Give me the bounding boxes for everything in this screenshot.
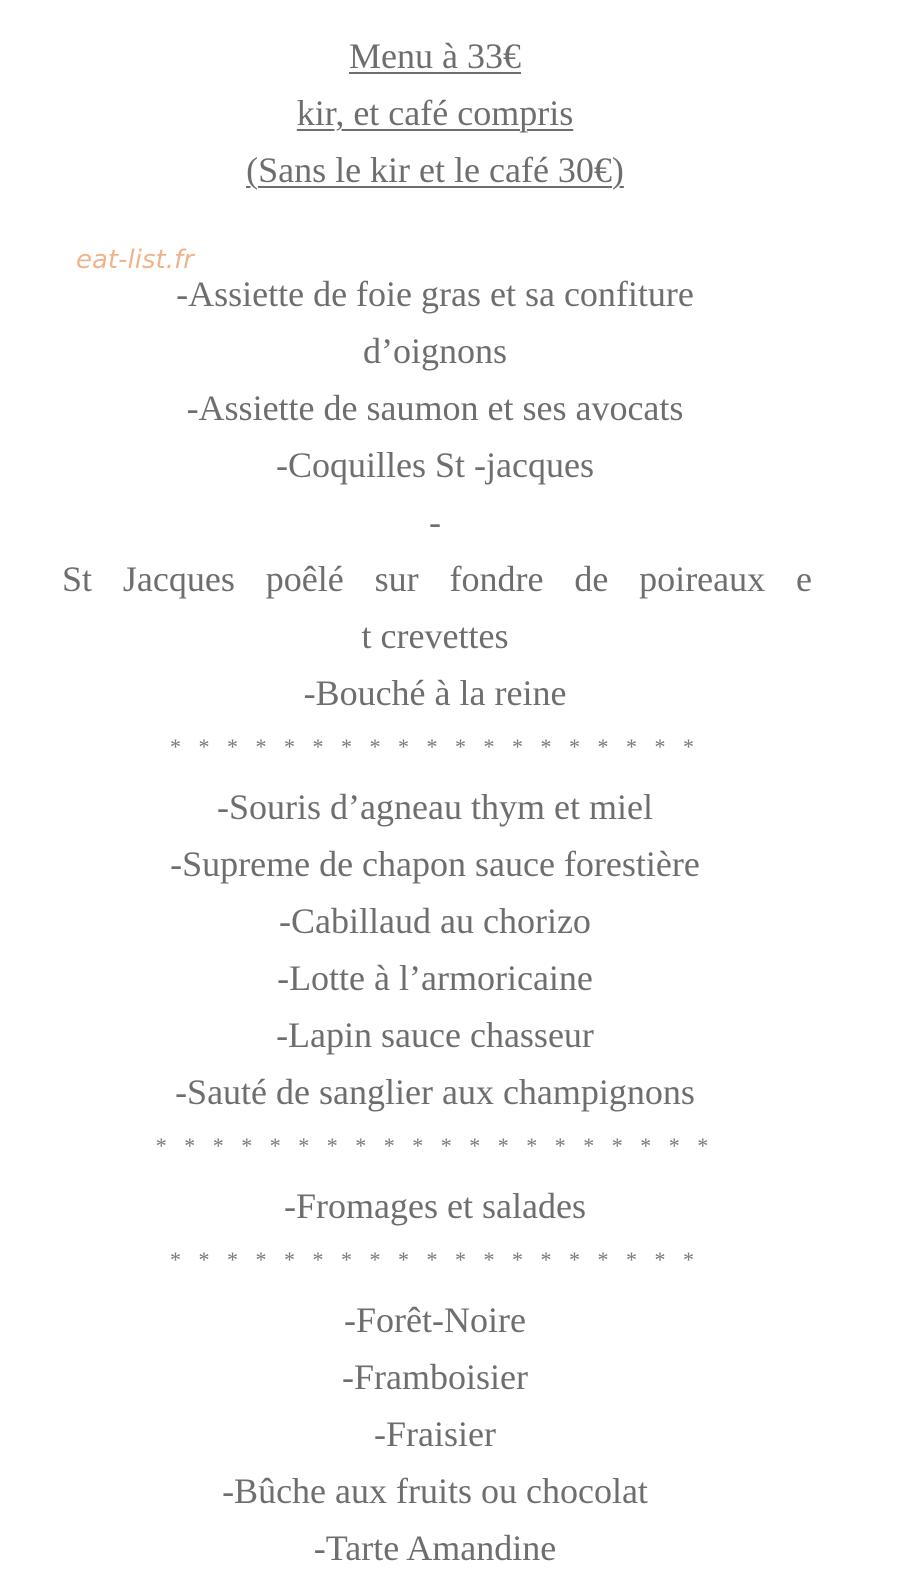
starter-item: -: [429, 502, 441, 542]
course-separator: * * * * * * * * * * * * * * * * * * *: [170, 1247, 700, 1272]
starter-item: -Assiette de saumon et ses avocats: [186, 388, 684, 428]
dessert-item: -Tarte Amandine: [313, 1528, 557, 1568]
dessert-item: -Forêt-Noire: [344, 1300, 526, 1340]
starter-item: d’oignons: [363, 331, 507, 371]
dessert-item: -Fraisier: [374, 1414, 496, 1454]
main-item: -Cabillaud au chorizo: [279, 901, 591, 941]
watermark-logo: eat-list.fr: [76, 245, 194, 275]
main-item: -Lapin sauce chasseur: [276, 1015, 594, 1055]
course-separator: * * * * * * * * * * * * * * * * * * *: [170, 734, 700, 759]
dessert-item: -Framboisier: [342, 1357, 528, 1397]
starter-item: -Coquilles St -jacques: [276, 445, 594, 485]
dessert-item: -Bûche aux fruits ou chocolat: [222, 1471, 648, 1511]
menu-price-note: (Sans le kir et le café 30€): [246, 150, 624, 190]
starter-item: St Jacques poêlé sur fondre de poireaux e: [62, 559, 812, 599]
main-item: -Souris d’agneau thym et miel: [217, 787, 653, 827]
cheese-item: -Fromages et salades: [284, 1186, 586, 1226]
menu-subtitle: kir, et café compris: [296, 93, 574, 133]
main-item: -Supreme de chapon sauce forestière: [170, 844, 700, 884]
starter-item: -Assiette de foie gras et sa confiture: [176, 274, 694, 314]
starter-item: t crevettes: [361, 616, 509, 656]
main-item: -Lotte à l’armoricaine: [277, 958, 593, 998]
starter-item: -Bouché à la reine: [303, 673, 567, 713]
main-item: -Sauté de sanglier aux champignons: [175, 1072, 695, 1112]
menu-title: Menu à 33€: [349, 36, 521, 76]
course-separator: * * * * * * * * * * * * * * * * * * * *: [155, 1133, 715, 1158]
